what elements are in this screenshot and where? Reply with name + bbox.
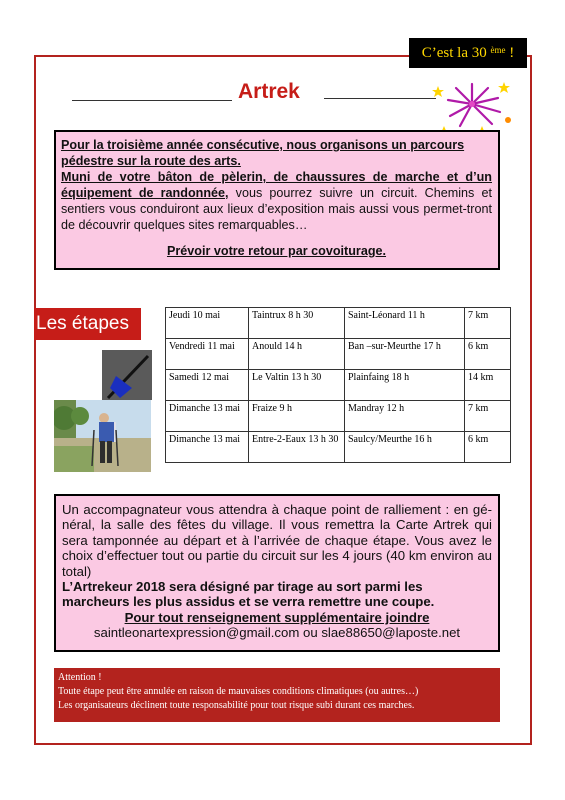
intro-body: vous pourrez suivre un circuit. Chemins et sentiers vous conduiront aux lieux d’exposition mais aussi vous permet-tront de découvrir quelques sites remarquables…	[61, 186, 492, 232]
page-title: Artrek	[238, 80, 300, 103]
badge-sup: ème	[490, 45, 506, 55]
hiker-photo	[54, 400, 151, 472]
etapes-heading: Les étapes	[34, 308, 141, 340]
info-box	[54, 494, 500, 652]
table-row	[166, 401, 511, 432]
distance-cell: 7 km	[465, 308, 511, 339]
artrekeur-note: L’Artrekeur 2018 sera désigné par tirage au sort parmi les marcheurs les plus assidus et se verra remettre une coupe.	[62, 579, 435, 610]
arrivee-cell: Mandray 12 h	[345, 401, 465, 432]
flag-icon	[102, 350, 152, 400]
title-rule-left	[72, 100, 232, 101]
distance-cell: 6 km	[465, 432, 511, 463]
depart-cell: Le Valtin 13 h 30	[249, 370, 345, 401]
intro-equipment: Muni de votre bâton de pèlerin, de chaussures de marche et d’un équipement de randonnée,	[61, 170, 492, 200]
attention-title: Attention !	[58, 672, 102, 683]
anniversary-badge	[409, 38, 527, 68]
depart-cell: Taintrux 8 h 30	[249, 308, 345, 339]
table-row	[166, 308, 511, 339]
info-paragraph: Un accompagnateur vous attendra à chaque point de ralliement : en gé-néral, la salle des fêtes du village. Il vous remettra la Carte Artrek qui sera tamponnée au départ et à l’arrivée de chaque étape. Vous avez le choix d’effectuer tout ou partie du circuit sur les 4 jours (40 km environ au total)	[62, 502, 492, 579]
arrivee-cell: Saint-Léonard 11 h	[345, 308, 465, 339]
covoiturage-note: Prévoir votre retour par covoiturage.	[166, 244, 387, 258]
date-cell: Vendredi 11 mai	[166, 339, 249, 370]
attention-box	[54, 668, 500, 722]
intro-box	[54, 130, 500, 270]
attention-line: Les organisateurs déclinent toute responsabilité pour tout risque subi durant ces marches.	[58, 700, 415, 711]
table-row	[166, 370, 511, 401]
badge-text: C’est la 30	[421, 45, 487, 61]
date-cell: Samedi 12 mai	[166, 370, 249, 401]
schedule-table	[165, 307, 511, 463]
depart-cell: Fraize 9 h	[249, 401, 345, 432]
date-cell: Jeudi 10 mai	[166, 308, 249, 339]
date-cell: Dimanche 13 mai	[166, 432, 249, 463]
arrivee-cell: Saulcy/Meurthe 16 h	[345, 432, 465, 463]
depart-cell: Anould 14 h	[249, 339, 345, 370]
table-row	[166, 339, 511, 370]
distance-cell: 6 km	[465, 339, 511, 370]
title-rule-right	[324, 98, 436, 99]
date-cell: Dimanche 13 mai	[166, 401, 249, 432]
distance-cell: 14 km	[465, 370, 511, 401]
distance-cell: 7 km	[465, 401, 511, 432]
attention-line: Toute étape peut être annulée en raison de mauvaises conditions climatiques (ou autres…)	[58, 686, 419, 697]
intro-paragraph	[61, 169, 492, 233]
depart-cell: Entre-2-Eaux 13 h 30	[249, 432, 345, 463]
intro-lead: Pour la troisième année consécutive, nous organisons un parcours pédestre sur la route des arts.	[61, 138, 465, 168]
badge-suffix: !	[505, 45, 515, 61]
arrivee-cell: Plainfaing 18 h	[345, 370, 465, 401]
arrivee-cell: Ban –sur-Meurthe 17 h	[345, 339, 465, 370]
table-row	[166, 432, 511, 463]
contact-emails: saintleonartexpression@gmail.com ou slae88650@laposte.net	[93, 625, 461, 641]
contact-heading: Pour tout renseignement supplémentaire joindre	[124, 609, 430, 625]
